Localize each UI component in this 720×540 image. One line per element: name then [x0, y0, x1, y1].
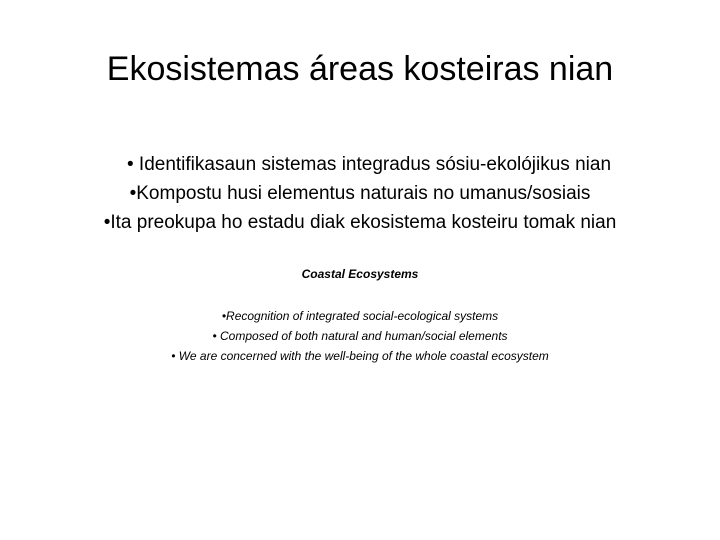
bullet-marker: •: [103, 212, 111, 233]
english-bullet-item: [0, 306, 720, 326]
main-bullet-text: Kompostu husi elementus naturais no umanus/sosiais: [136, 183, 591, 204]
main-bullet-item: [0, 150, 720, 179]
main-bullet-item: [0, 208, 720, 237]
bullet-marker: •: [212, 329, 221, 343]
english-bullet-text: Recognition of integrated social-ecological systems: [226, 309, 499, 323]
main-bullet-list: [0, 150, 720, 237]
english-bullet-text: We are concerned with the well-being of the whole coastal ecosystem: [178, 349, 549, 363]
main-bullet-text: Ita preokupa ho estadu diak ekosistema kosteiru tomak nian: [110, 212, 617, 233]
english-bullet-text: Composed of both natural and human/social elements: [220, 329, 508, 343]
english-bullet-item: [0, 326, 720, 346]
bullet-marker: •: [129, 183, 137, 204]
bullet-marker: •: [171, 349, 179, 363]
english-bullet-list: [0, 306, 720, 366]
bullet-marker: •: [126, 154, 139, 175]
slide-title: Ekosistemas áreas kosteiras nian: [106, 50, 614, 88]
main-bullet-item: [0, 179, 720, 208]
english-bullet-item: [0, 346, 720, 366]
main-bullet-text: Identifikasaun sistemas integradus sósiu-ekolójikus nian: [138, 154, 612, 175]
english-subtitle: Coastal Ecosystems: [301, 267, 419, 281]
bullet-marker: •: [221, 309, 227, 323]
